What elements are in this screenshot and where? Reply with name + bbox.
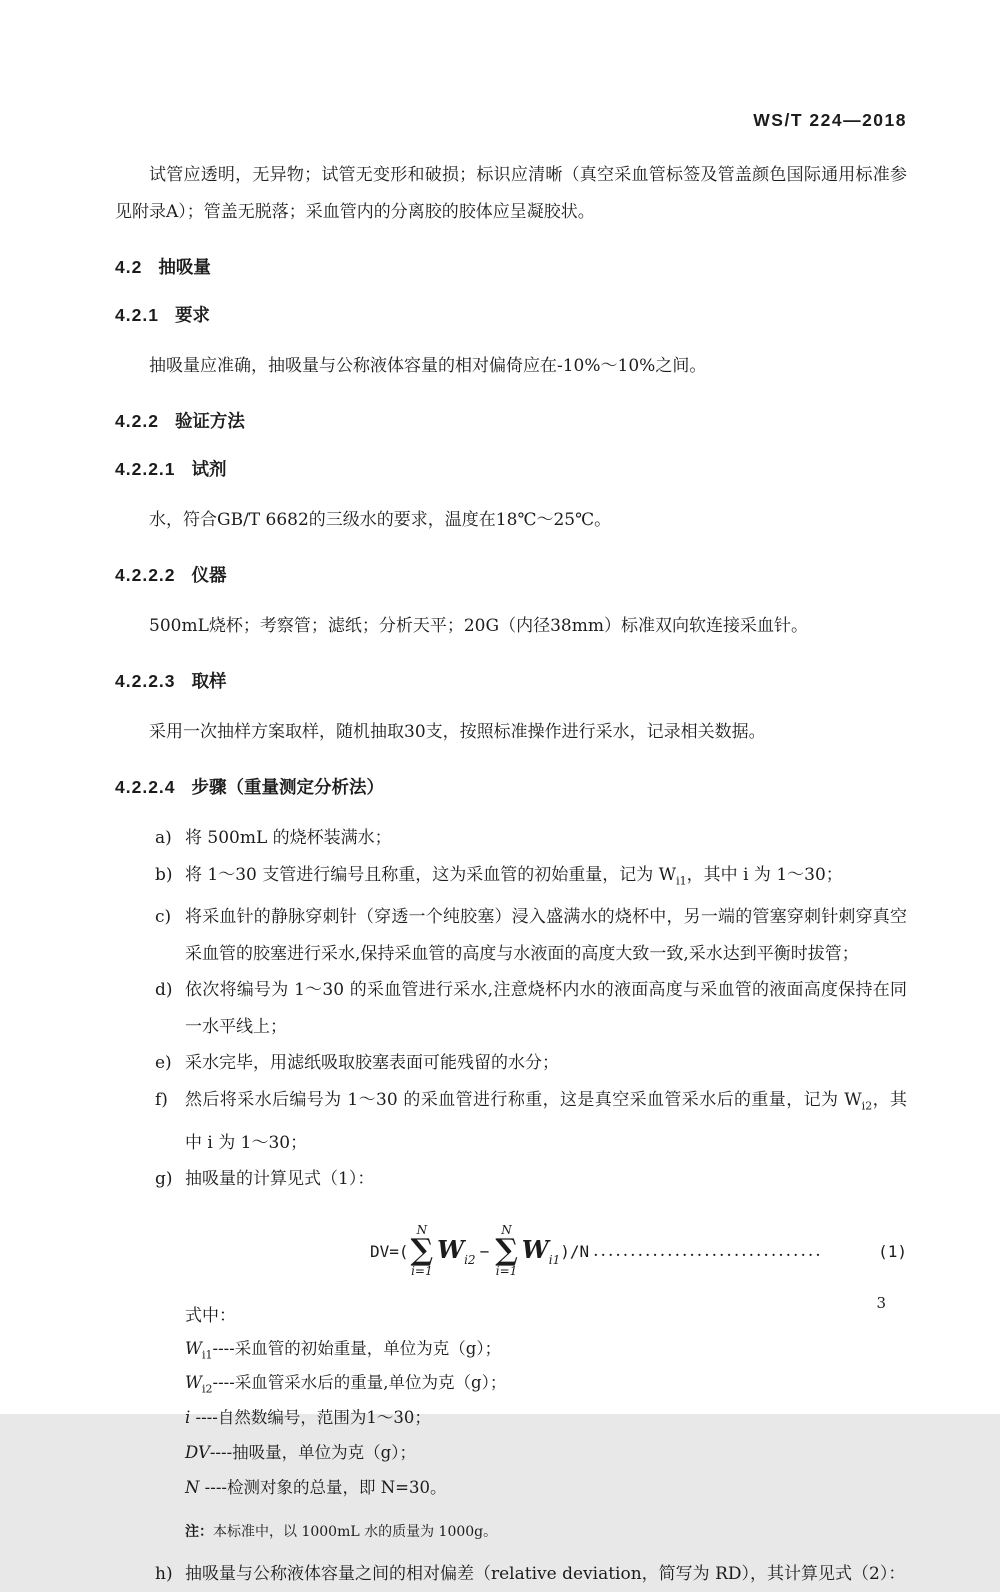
- definition-wi2: $W_{i2}----$采血管采水后的重量,单位为克（g）；: [185, 1373, 507, 1396]
- step-text: 将 1～30 支管进行编号且称重，这为采血管的初始重量，记为 $W_{i1}$，其中 i 为 1～30；: [185, 864, 843, 887]
- document-content: [115, 110, 907, 1592]
- section-number: 4.2.2.2: [115, 565, 176, 585]
- section-heading-4-2-2-2: [115, 562, 907, 587]
- section-heading-4-2-1: [115, 302, 907, 327]
- step-d: [115, 972, 907, 1045]
- section-title: 抽吸量: [158, 257, 211, 277]
- step-a: [115, 820, 907, 857]
- intro-paragraph: 试管应透明，无异物；试管无变形和破损；标识应清晰（真空采血管标签及管盖颜色国际通用标准参见附录A）；管盖无脱落；采血管内的分离胶的胶体应呈凝胶状。: [115, 165, 907, 222]
- section-title: 步骤（重量测定分析法）: [191, 777, 385, 797]
- section-heading-4-2-2: [115, 408, 907, 433]
- summation-symbol: N ∑ i=1: [410, 1222, 434, 1279]
- reagent-paragraph: 水，符合GB/T 6682的三级水的要求，温度在18℃～25℃。: [149, 510, 612, 530]
- formula-rhs: )/N: [560, 1241, 590, 1261]
- section-title: 取样: [191, 671, 227, 691]
- procedure-step-list: [115, 820, 907, 1198]
- document-number: WS/T 224—2018: [753, 110, 907, 130]
- weight-variable-1: $W_{i1}$: [521, 1235, 561, 1268]
- definition-i: i ----自然数编号，范围为1～30；: [185, 1408, 431, 1428]
- weight-variable-2: $W_{i2}$: [437, 1235, 476, 1268]
- note: [185, 1519, 907, 1544]
- minus-sign: −: [479, 1241, 490, 1261]
- requirement-paragraph: 抽吸量应准确，抽吸量与公称液体容量的相对偏倚应在-10%～10%之间。: [149, 356, 707, 376]
- section-title: 要求: [174, 305, 210, 325]
- step-c: [115, 899, 907, 972]
- step-text: 抽吸量的计算见式（1）：: [185, 1169, 375, 1190]
- section-title: 试剂: [191, 459, 227, 479]
- formula-expression: [370, 1224, 589, 1279]
- equation-number: (1): [878, 1241, 907, 1261]
- note-text: 本标准中，以 1000mL 水的质量为 1000g。: [213, 1523, 498, 1540]
- formula-1: [115, 1224, 907, 1279]
- step-text: 依次将编号为 1～30 的采血管进行采水,注意烧杯内水的液面高度与采血管的液面高度保持在同一水平线上；: [185, 980, 907, 1037]
- step-text: 然后将采水后编号为 1～30 的采血管进行称重，这是真空采血管采水后的重量，记为 $W_{i2}$，其中 i 为 1～30；: [185, 1089, 907, 1153]
- step-label: a): [155, 828, 172, 848]
- section-heading-4-2: [115, 254, 907, 279]
- dot-leader: ...............................: [593, 1241, 823, 1262]
- definition-wi1: $W_{i1}----$采血管的初始重量，单位为克（g）；: [185, 1338, 502, 1361]
- step-label: c): [155, 907, 172, 928]
- definition-dv: DV----抽吸量，单位为克（g）；: [185, 1443, 416, 1463]
- section-title: 验证方法: [174, 411, 245, 431]
- subscript: i2: [861, 1099, 873, 1113]
- step-text: 抽吸量与公称液体容量之间的相对偏差（relative deviation，简写为 RD），其计算见式（2）：: [185, 1563, 906, 1584]
- step-label: f): [155, 1089, 168, 1110]
- step-label: e): [155, 1053, 172, 1074]
- definition-n: N ----检测对象的总量，即 N=30。: [185, 1477, 447, 1497]
- step-e: [115, 1045, 907, 1082]
- section-number: 4.2.1: [115, 305, 159, 325]
- sampling-paragraph: 采用一次抽样方案取样，随机抽取30支，按照标准操作进行采水，记录相关数据。: [149, 722, 766, 742]
- note-label: 注：: [185, 1522, 213, 1539]
- definitions-intro: 式中：: [185, 1305, 236, 1326]
- step-f: [115, 1082, 907, 1161]
- step-b: [115, 857, 907, 900]
- section-heading-4-2-2-4: [115, 774, 907, 799]
- section-number: 4.2.2.3: [115, 671, 176, 691]
- step-label: b): [155, 864, 173, 885]
- step-text: 将 500mL 的烧杯装满水；: [185, 828, 392, 848]
- summation-symbol: N ∑ i=1: [495, 1222, 518, 1279]
- section-number: 4.2.2: [115, 411, 159, 431]
- step-label: h): [155, 1563, 173, 1584]
- step-text: 将采血针的静脉穿刺针（穿透一个纯胶塞）浸入盛满水的烧杯中，另一端的管塞穿刺针刺穿真空采血管的胶塞进行采水,保持采血管的高度与水液面的高度大致一致,采水达到平衡时拔管；: [185, 907, 907, 964]
- symbol-definitions: [185, 1301, 907, 1509]
- section-heading-4-2-2-1: [115, 456, 907, 481]
- section-number: 4.2.2.1: [115, 459, 176, 479]
- subscript: i1: [676, 873, 687, 887]
- step-label: g): [155, 1169, 173, 1190]
- section-number: 4.2.2.4: [115, 777, 176, 797]
- step-h: [115, 1556, 907, 1592]
- step-g: [115, 1161, 907, 1198]
- step-text: 采水完毕，用滤纸吸取胶塞表面可能残留的水分；: [185, 1053, 559, 1074]
- section-heading-4-2-2-3: [115, 668, 907, 693]
- page-number: 3: [876, 1294, 886, 1312]
- instrument-paragraph: 500mL烧杯；考察管；滤纸；分析天平；20G（内径38mm）标准双向软连接采血针。: [149, 616, 808, 636]
- formula-lhs: DV=(: [370, 1241, 409, 1261]
- section-title: 仪器: [191, 565, 227, 585]
- section-number: 4.2: [115, 257, 143, 277]
- step-label: d): [155, 980, 173, 1001]
